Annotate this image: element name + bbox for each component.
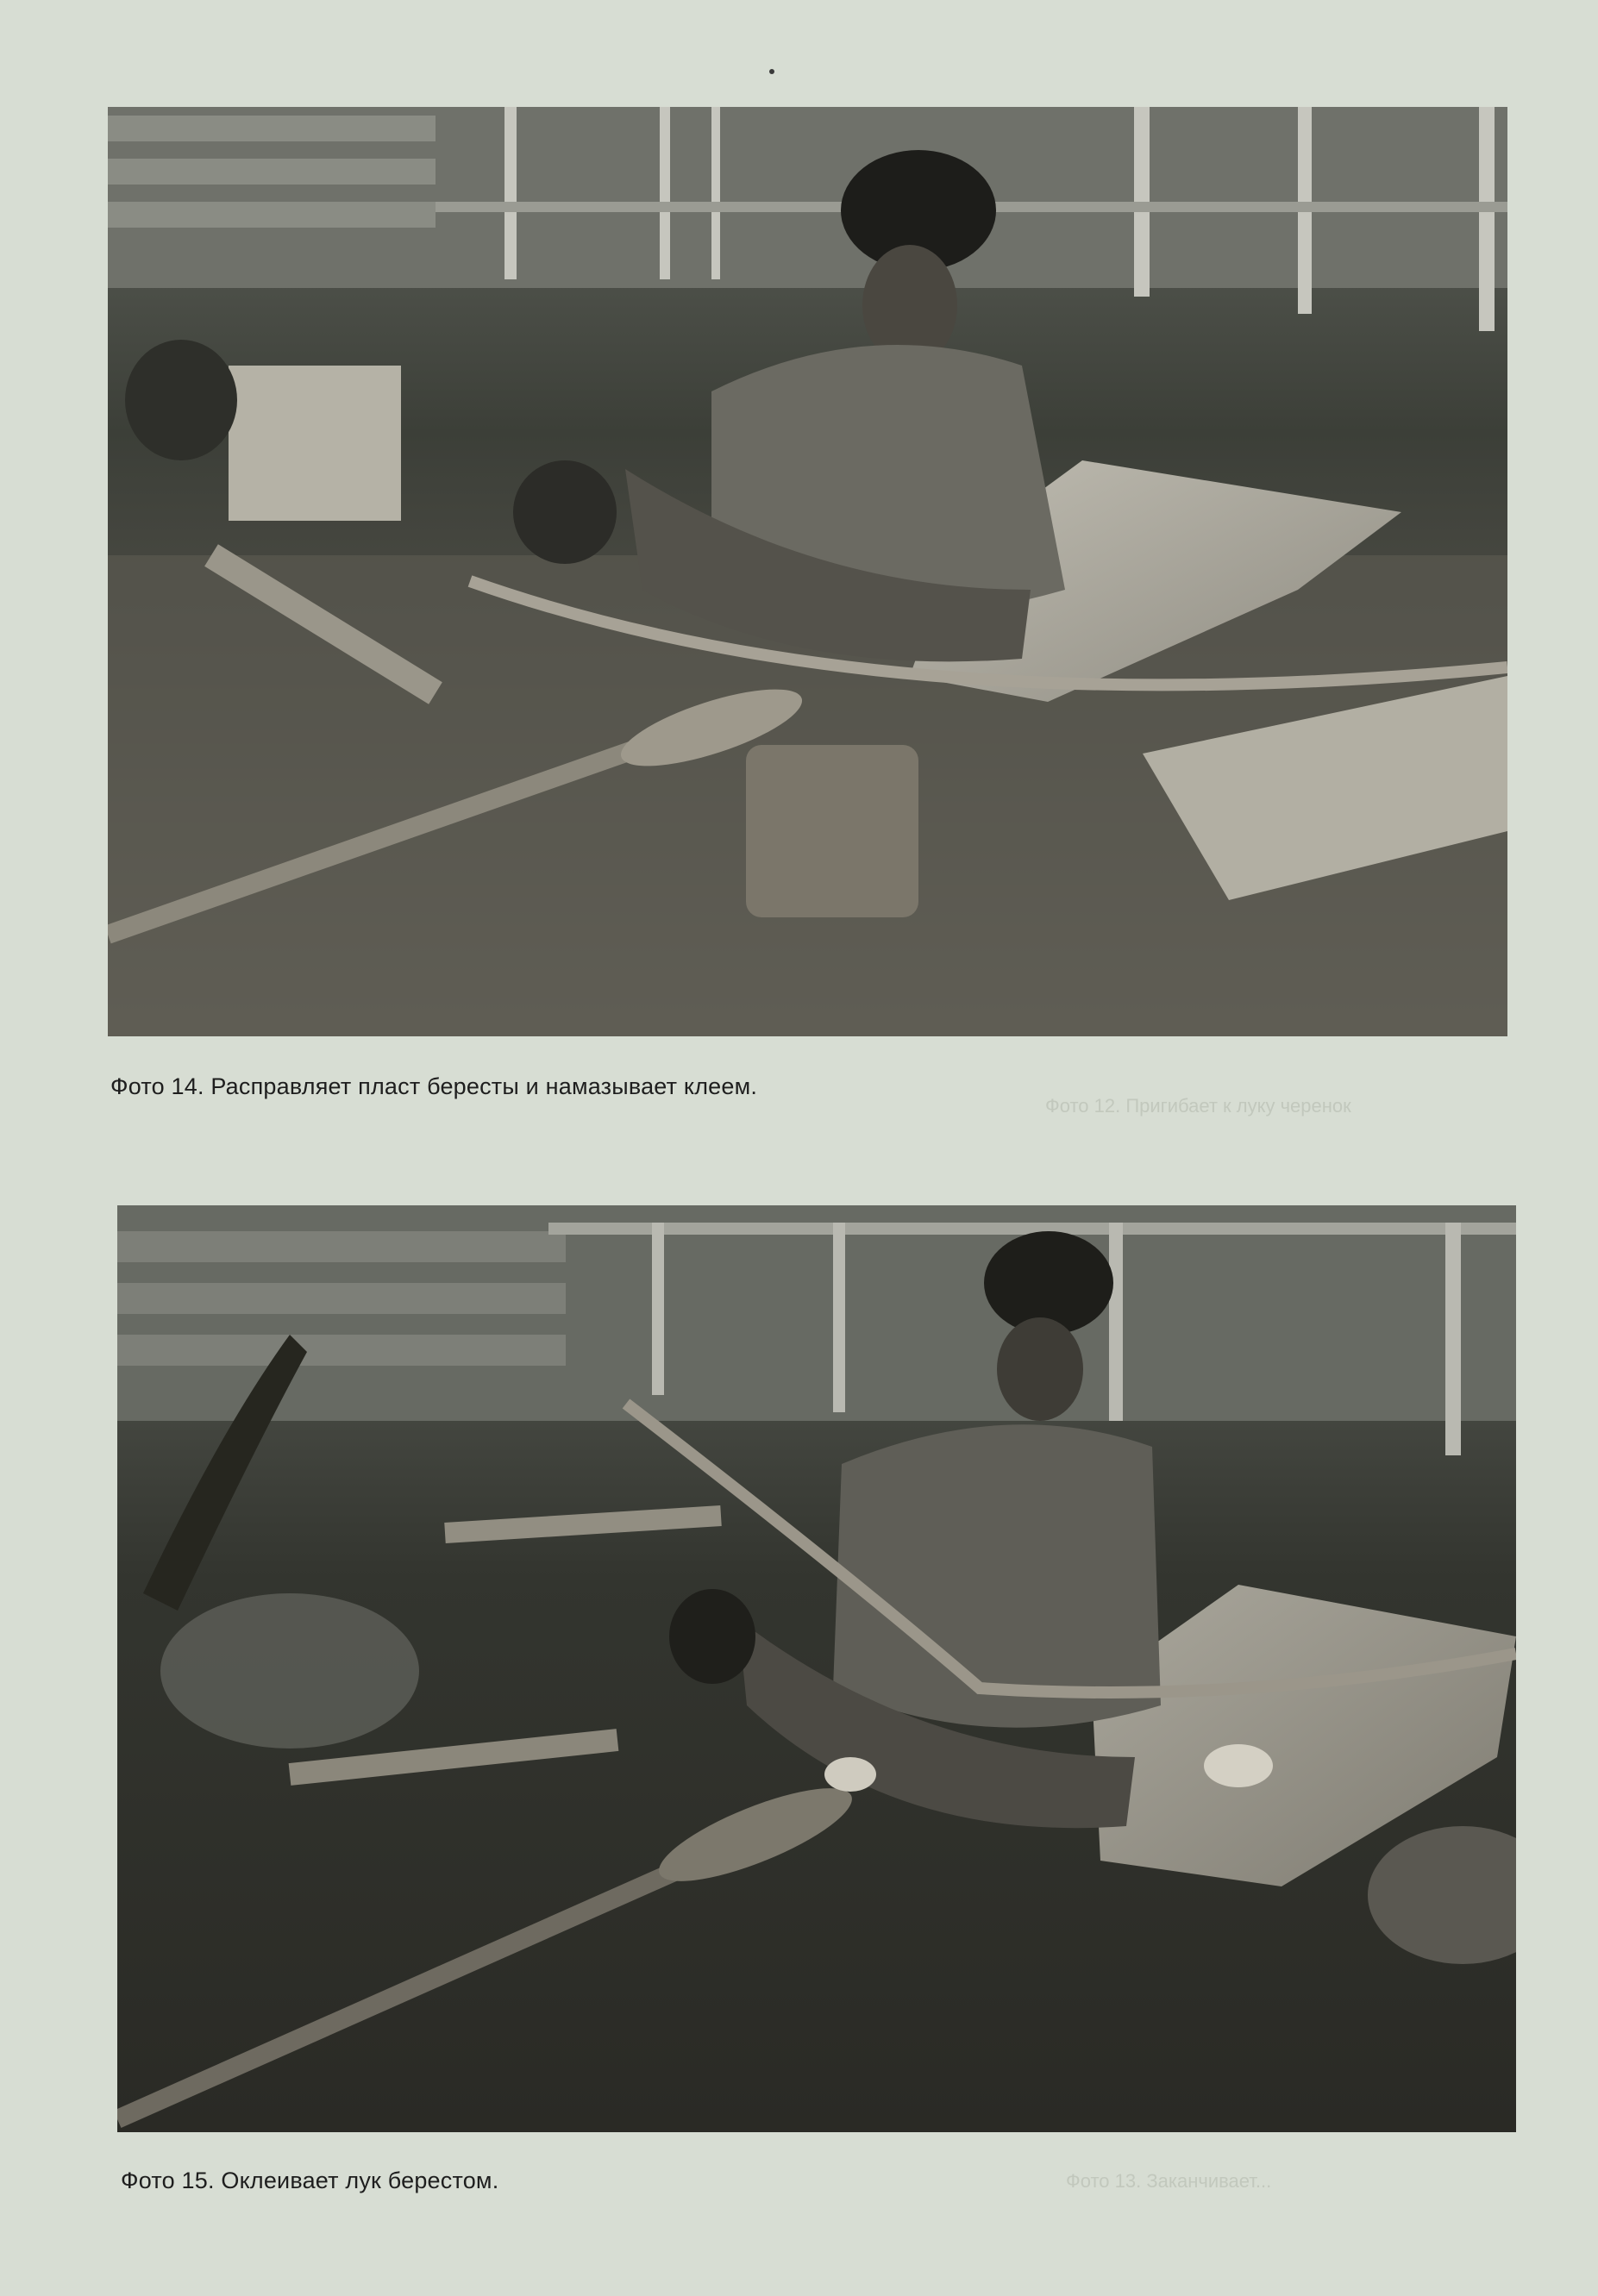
photo-15-image bbox=[117, 1205, 1516, 2132]
show-through-text: Фото 13. Заканчивает... bbox=[1066, 2170, 1272, 2192]
show-through-text: Фото 12. Пригибает к луку черенок bbox=[1045, 1095, 1351, 1117]
photo-14-caption: Фото 14. Расправляет пласт бересты и намазывает клеем. bbox=[110, 1073, 758, 1099]
photo-15-caption: Фото 15. Оклеивает лук берестом. bbox=[121, 2168, 499, 2193]
photo-15 bbox=[117, 1205, 1516, 2132]
page-mark bbox=[769, 69, 774, 74]
photo-14-image bbox=[108, 107, 1507, 1036]
photo-14 bbox=[108, 107, 1507, 1036]
